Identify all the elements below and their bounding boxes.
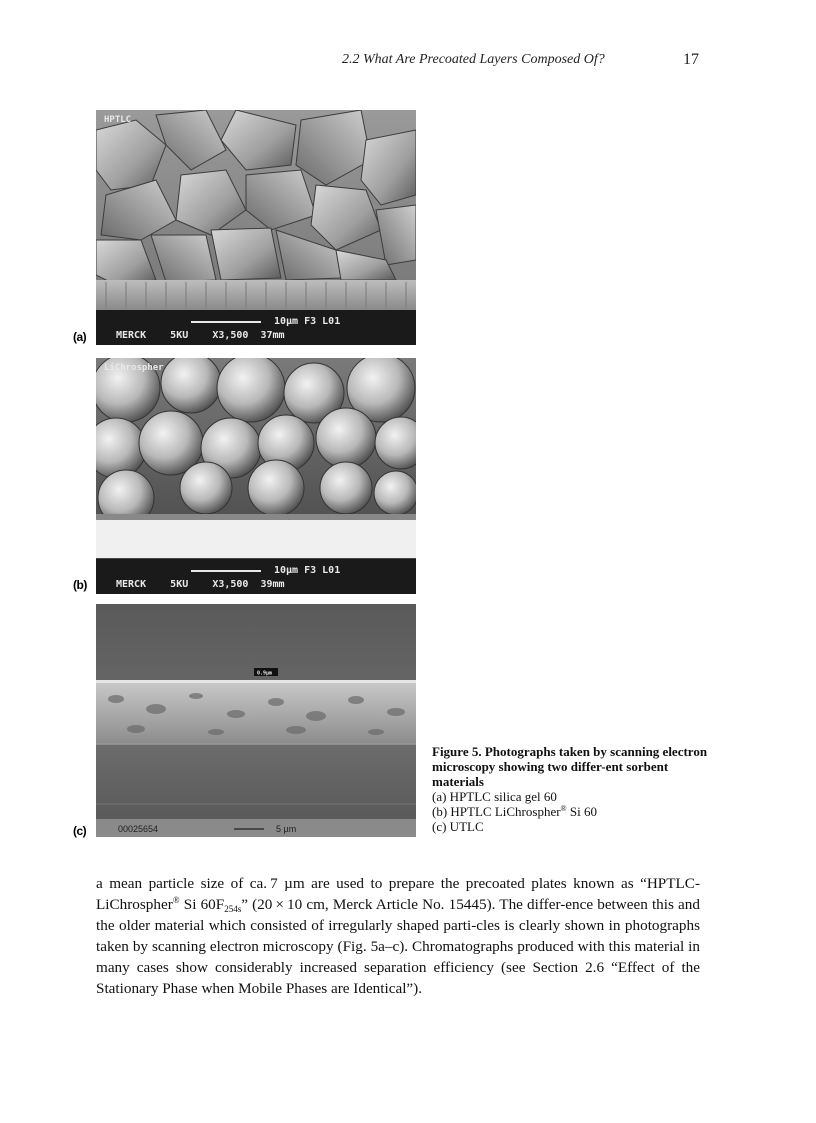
figure-caption: [432, 744, 712, 834]
inner-scale-c: 0.9µm: [257, 670, 273, 677]
databar-a-line2: MERCK 5KU X3,500 37mm: [116, 330, 285, 341]
databar-b-line2: MERCK 5KU X3,500 39mm: [116, 579, 285, 590]
sem-image-c: [96, 604, 416, 837]
image-id-c: 00025654: [118, 824, 159, 834]
sem-photo-a: [96, 110, 416, 345]
databar-a-line1: 10µm F3 L01: [274, 316, 341, 327]
sem-image-b: [96, 358, 416, 594]
sem-photo-b: [96, 358, 416, 594]
panel-label-b: (b): [73, 578, 87, 592]
body-registered-mark: ®: [172, 895, 180, 905]
caption-item-c: (c) UTLC: [432, 819, 484, 834]
body-subscript: 254s: [224, 904, 242, 914]
databar-b-line1: 10µm F3 L01: [274, 565, 341, 576]
sem-tag-a: HPTLC: [104, 115, 132, 125]
caption-item-b-suffix: Si 60: [566, 804, 597, 819]
sem-photo-c: [96, 604, 416, 837]
page-number: 17: [683, 51, 699, 68]
panel-label-c: (c): [73, 824, 87, 838]
body-text-part3: ” (20 × 10 cm, Merck Article No. 15445). The differ-ence between this and the older material which consisted of irregularly shaped parti-cles is clearly shown in photographs taken by scanning electron microscopy (Fig. 5a–c). Chromatographs produced with this material in many cases show considerably increased separation efficiency (see Section 2.6 “Effect of the Stationary Phase when Mobile Phases are Identical”).: [96, 896, 700, 997]
running-header-title: 2.2 What Are Precoated Layers Composed Of?: [342, 52, 605, 67]
scale-label-c: 5 µm: [276, 824, 297, 834]
body-text-part1: a mean particle size of ca. 7 µm are used to prepare the precoated plates known as “HPTLC-LiChrospher: [96, 875, 700, 913]
registered-mark: ®: [560, 804, 567, 813]
caption-item-a: (a) HPTLC silica gel 60: [432, 789, 557, 804]
body-text-part2: Si 60F: [179, 896, 225, 913]
panel-label-a: (a): [73, 330, 87, 344]
caption-item-b: [432, 804, 712, 819]
sem-image-a: [96, 110, 416, 345]
sem-tag-b: LiChrospher: [104, 363, 164, 373]
caption-item-b-text: (b) HPTLC LiChrospher: [432, 804, 561, 819]
body-paragraph: [96, 873, 700, 999]
caption-title: Figure 5. Photographs taken by scanning electron microscopy showing two differ-ent sorbent materials: [432, 744, 708, 789]
